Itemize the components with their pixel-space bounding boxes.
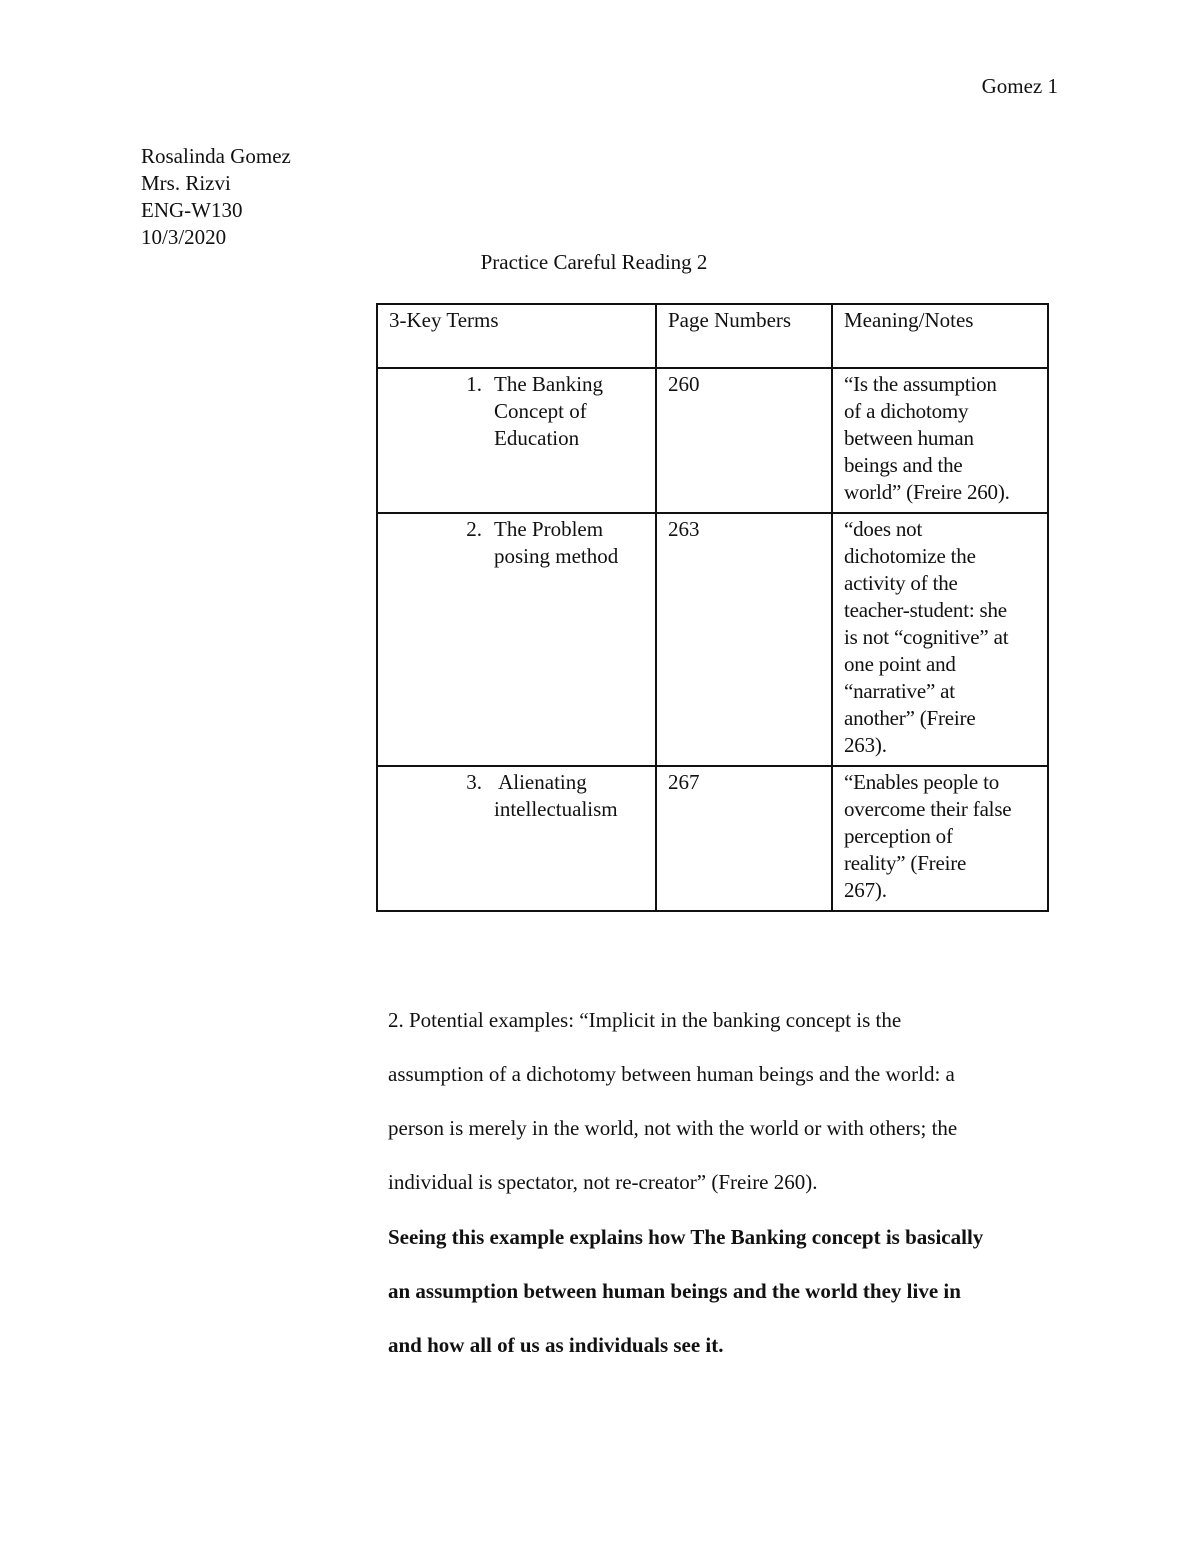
term-text	[494, 516, 645, 570]
course-code: ENG-W130	[141, 198, 243, 222]
term-line: The Problem	[494, 517, 604, 541]
instructor-name: Mrs. Rizvi	[141, 171, 231, 195]
paragraph-line: 2. Potential examples: “Implicit in the banking concept is the	[388, 1008, 902, 1032]
note-line: world” (Freire 260).	[844, 480, 1010, 504]
page-cell: 263	[656, 513, 832, 766]
note-line: “Enables people to	[844, 770, 1000, 794]
document-title: Practice Careful Reading 2	[480, 250, 708, 274]
example-paragraph	[388, 993, 1068, 1209]
term-line: Education	[494, 426, 580, 450]
note-line: 267).	[844, 878, 887, 902]
note-line: “Is the assumption	[844, 372, 997, 396]
term-cell	[377, 513, 656, 766]
header-meaning-notes: Meaning/Notes	[832, 304, 1048, 368]
term-line: posing method	[494, 544, 619, 568]
term-line: intellectualism	[494, 797, 618, 821]
key-terms-table	[376, 303, 1049, 912]
term-number: 3.	[466, 770, 482, 794]
table-row	[377, 513, 1048, 766]
page-header: Gomez 1	[981, 74, 1058, 98]
term-cell	[377, 766, 656, 911]
header-key-terms: 3-Key Terms	[377, 304, 656, 368]
notes-cell	[832, 513, 1048, 766]
paragraph-line: assumption of a dichotomy between human beings and the world: a	[388, 1062, 955, 1086]
bold-line: Seeing this example explains how The Banking concept is basically	[388, 1225, 984, 1249]
note-line: of a dichotomy	[844, 399, 969, 423]
mla-heading	[141, 143, 291, 251]
term-number: 1.	[466, 372, 482, 396]
term-text	[494, 371, 645, 452]
note-line: dichotomize the	[844, 544, 976, 568]
paragraph-line: person is merely in the world, not with the world or with others; the	[388, 1116, 958, 1140]
term-line: Concept of	[494, 399, 587, 423]
header-page-numbers: Page Numbers	[656, 304, 832, 368]
note-line: is not “cognitive” at	[844, 625, 1009, 649]
term-text	[494, 769, 645, 823]
student-name: Rosalinda Gomez	[141, 144, 291, 168]
note-line: beings and the	[844, 453, 963, 477]
table-row	[377, 368, 1048, 513]
note-line: reality” (Freire	[844, 851, 967, 875]
analysis-paragraph	[388, 1210, 1068, 1372]
term-cell	[377, 368, 656, 513]
bold-line: an assumption between human beings and the world they live in	[388, 1279, 961, 1303]
page-cell: 260	[656, 368, 832, 513]
note-line: “narrative” at	[844, 679, 955, 703]
term-line: Alienating	[494, 770, 587, 794]
table-header-row	[377, 304, 1048, 368]
note-line: teacher-student: she	[844, 598, 1007, 622]
bold-line: and how all of us as individuals see it.	[388, 1333, 724, 1357]
page-cell: 267	[656, 766, 832, 911]
note-line: another” (Freire	[844, 706, 976, 730]
note-line: “does not	[844, 517, 923, 541]
table-row	[377, 766, 1048, 911]
term-number: 2.	[466, 517, 482, 541]
note-line: between human	[844, 426, 974, 450]
note-line: perception of	[844, 824, 953, 848]
notes-cell	[832, 368, 1048, 513]
date: 10/3/2020	[141, 225, 227, 249]
note-line: activity of the	[844, 571, 958, 595]
note-line: 263).	[844, 733, 887, 757]
term-line: The Banking	[494, 372, 604, 396]
note-line: overcome their false	[844, 797, 1012, 821]
note-line: one point and	[844, 652, 956, 676]
notes-cell	[832, 766, 1048, 911]
paragraph-line: individual is spectator, not re-creator” (Freire 260).	[388, 1170, 818, 1194]
